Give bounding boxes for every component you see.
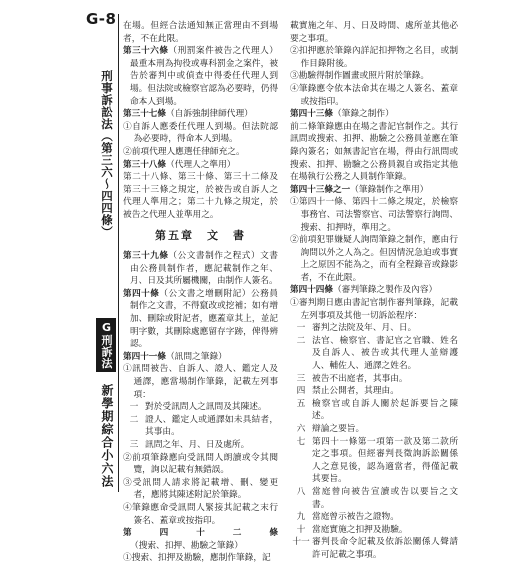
numbered-item	[290, 398, 458, 423]
numbered-item	[123, 414, 278, 439]
item-text: 當庭曾向被告宣讀或告以要旨之文書。	[312, 486, 458, 510]
item-number: 四	[296, 386, 306, 397]
body-paragraph: 第二十八條、第三十條、第三十二條及第三十三條之規定，於被告或自訴人之代理人準用之；第二十九條之規定，於被告之代理人並準用之。	[123, 172, 278, 220]
article-block	[123, 351, 278, 364]
article-text: （筆錄之制作）	[332, 109, 394, 120]
article-heading: 第四十三條之一	[290, 184, 351, 195]
paragraph-item: ④筆錄應命受訊問人緊接其記載之末行簽名、蓋章或按指印。	[123, 502, 278, 526]
item-text: 法官、檢察官、書記官之官職、姓名及自訴人、被告或其代理人並辯護人、輔佐人、通譯之姓名。	[312, 335, 458, 372]
article-heading: 第四十一條	[123, 351, 166, 362]
article-block	[123, 45, 278, 108]
numbered-item	[123, 401, 278, 414]
article-text: （筆錄制作之準用）	[350, 184, 429, 195]
numbered-item	[290, 436, 458, 486]
paragraph-item: ①審判期日應由書記官制作審判筆錄，記載左列事項及其他一切訴訟程序：	[290, 298, 458, 321]
item-text: 當庭實施之扣押及勘驗。	[312, 524, 408, 535]
item-text: 第四十一條第一項第一款及第二款所定之事項。但經審判長徵詢訴訟關係人之意見後，認為適當者，得僅記載其要旨。	[312, 436, 458, 485]
article-block	[290, 284, 458, 297]
section-tab[interactable]: G刑訴法	[96, 318, 116, 372]
article-text: （代理人之準用）	[165, 159, 236, 170]
numbered-item	[290, 511, 458, 524]
item-number: 十	[296, 524, 306, 535]
item-number: 一	[296, 323, 306, 334]
article-heading: 第四十條	[123, 288, 160, 299]
article-heading: 第三十七條	[123, 109, 166, 120]
margin-rule	[118, 14, 119, 492]
article-heading: 第四十二條	[123, 528, 278, 539]
body-paragraph: 前二條筆錄應由在場之書記官制作之。其行訊問或搜索、扣押、勘驗之公務員並應在筆錄內簽名；如無書記官在場，得由行訊問或搜索、扣押、勘驗之公務員親自或指定其他在場執行公務之人員制作筆錄。	[290, 121, 458, 183]
item-text: 檢察官或自訴人關於起訴要旨之陳述。	[312, 398, 458, 422]
article-heading: 第三十九條	[123, 251, 169, 262]
item-number: 一	[129, 402, 139, 413]
article-block	[290, 184, 458, 197]
article-text: （審判筆錄之製作及內容）	[332, 285, 438, 296]
paragraph-item: ③受訊問人請求將記載增、刪、變更者，應將其陳述附記於筆錄。	[123, 477, 278, 501]
item-text: 證人、鑑定人或通譯如未具結者，其事由。	[145, 414, 278, 438]
item-text: 訊問之年、月、日及處所。	[145, 440, 250, 450]
paragraph-item: ①自訴人應委任代理人到場。但法院認為必要時，得命本人到場。	[123, 121, 278, 145]
body-paragraph: 載實施之年、月、日及時間、處所並其他必要之事項。	[290, 21, 458, 44]
law-title-label: 刑事訴訟法（第三六～四四條）	[100, 70, 114, 238]
article-text: （公文書之增刪附記）公務員制作之文書，不得竄改或挖補；如有增加、刪除或附記者，應蓋章其上，並記明字數，其刪除處應留存字跡，俾得辨認。	[129, 288, 278, 350]
numbered-item	[123, 439, 278, 452]
right-column	[290, 20, 458, 562]
item-number: 五	[296, 398, 306, 409]
article-block	[123, 527, 278, 552]
numbered-item	[290, 322, 458, 335]
paragraph-item: ②扣押應於筆錄內詳記扣押物之名目，或制作目錄附後。	[290, 46, 458, 69]
paragraph-item: ②前項筆錄應向受訊問人朗讀或令其閱覽，詢以記載有無錯誤。	[123, 452, 278, 476]
paragraph-item: ①訊問被告、自訴人、證人、鑑定人及通譯，應當場制作筆錄，記載左列事項：	[123, 364, 278, 400]
paragraph-item: ④筆錄應令依本法命其在場之人簽名、蓋章或按指印。	[290, 83, 458, 107]
article-block	[123, 288, 278, 351]
item-text: 辯論之要旨。	[312, 424, 365, 434]
item-text: 審判長命令記載及依訴訟關係人聲請許可記載之事項。	[312, 537, 458, 560]
paragraph-item: ②前項代理人應選任律師充之。	[123, 146, 245, 157]
item-number: 二	[296, 335, 306, 346]
numbered-item	[290, 335, 458, 373]
item-text: 對於受訊問人之訊問及其陳述。	[145, 402, 267, 413]
paragraph-item: ①第四十一條、第四十二條之規定，於檢察事務官、司法警察官、司法警察行詢問、搜索、扣押時，準用之。	[290, 197, 458, 233]
paragraph-item: ①搜索、扣押及勘驗，應制作筆錄，記	[123, 553, 271, 564]
page-number: G-8	[86, 10, 117, 28]
paragraph-item: ②前項犯罪嫌疑人詢問筆錄之制作，應由行詢問以外之人為之。但因情況急迫或事實上之原因不能為之，而有全程錄音或錄影者，不在此限。	[290, 235, 458, 283]
item-number: 七	[296, 436, 306, 447]
article-block	[123, 108, 278, 121]
item-text: 禁止公開者，其理由。	[312, 386, 399, 397]
item-text: 被告不出庭者，其事由。	[312, 373, 408, 384]
article-text: （自訴強制律師代理）	[165, 109, 253, 120]
article-block	[123, 159, 278, 172]
item-number: 九	[296, 512, 306, 523]
article-block	[290, 108, 458, 121]
chapter-heading: 第五章 文 書	[155, 228, 246, 242]
article-heading: 第四十三條	[290, 109, 333, 120]
article-text: （刑罰案件被告之代理人）最重本刑為拘役或專科罰金之案件，被告於審判中或偵查中得委任代理人到場。但法院或檢察官認為必要時，仍得命本人到場。	[129, 46, 278, 107]
item-text: 當庭曾示被告之證物。	[312, 512, 399, 523]
paragraph-item: ③勘驗得制作圖畫或照片附於筆錄。	[290, 71, 429, 82]
item-number: 三	[129, 440, 139, 450]
article-heading: 第三十六條	[123, 46, 169, 57]
article-heading: 第三十八條	[123, 159, 166, 170]
numbered-item	[290, 423, 458, 436]
numbered-item	[290, 536, 458, 561]
article-text: （訊問之筆錄）	[165, 351, 227, 362]
item-number: 三	[296, 373, 306, 384]
numbered-item	[290, 385, 458, 398]
left-column	[123, 20, 278, 565]
numbered-item	[290, 486, 458, 511]
book-title-label: 新學期綜合小六法	[100, 384, 114, 488]
item-text: 審判之法院及年、月、日。	[312, 323, 417, 334]
article-text: （公文書制作之程式）文書由公務員制作者，應記載制作之年、月、日及其所屬機關，由制作人簽名。	[129, 251, 278, 287]
item-number: 十一	[292, 537, 310, 548]
numbered-item	[290, 373, 458, 386]
item-number: 二	[129, 414, 139, 425]
article-text: （搜索、扣押、勘驗之筆錄）	[129, 540, 243, 551]
article-heading: 第四十四條	[290, 285, 333, 296]
numbered-item	[290, 524, 458, 537]
item-number: 六	[296, 424, 306, 434]
article-block	[123, 250, 278, 288]
body-paragraph: 在場。但經合法通知無正當理由不到場者，不在此限。	[123, 21, 278, 44]
item-number: 八	[296, 486, 306, 497]
